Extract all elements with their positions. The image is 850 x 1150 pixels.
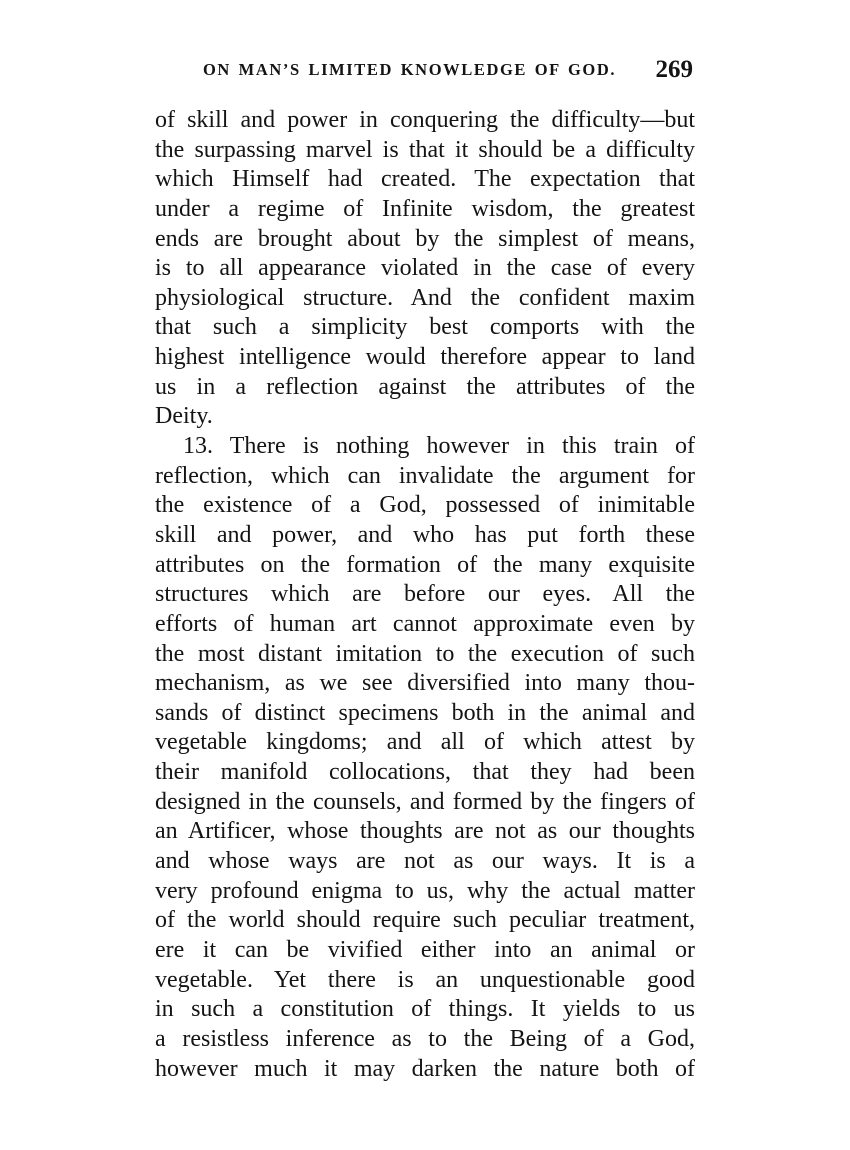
text-line: structures which are before our eyes. All the (155, 581, 695, 608)
section-start-line: 13. There is nothing however in this train of (183, 433, 695, 460)
text-line: designed in the counsels, and formed by the fingers of (155, 788, 695, 815)
text-line: their manifold collocations, that they had been (155, 759, 695, 786)
text-line: very profound enigma to us, why the actual matter (155, 877, 695, 904)
text-line: the surpassing marvel is that it should be a difficulty (155, 136, 695, 163)
text-line: under a regime of Infinite wisdom, the greatest (155, 195, 695, 222)
page-number: 269 (655, 56, 693, 83)
text-line: highest intelligence would therefore appear to land (155, 344, 695, 371)
body-text (155, 106, 695, 1084)
text-line: that such a simplicity best comports with the (155, 314, 695, 341)
paragraph-end-line: Deity. (155, 403, 213, 430)
text-line: and whose ways are not as our ways. It is a (155, 848, 695, 875)
text-line: vegetable kingdoms; and all of which attest by (155, 729, 695, 756)
text-line: efforts of human art cannot approximate even by (155, 610, 695, 637)
text-line: of the world should require such peculiar treatment, (155, 907, 695, 934)
text-line: ends are brought about by the simplest of means, (155, 225, 695, 252)
text-line: ere it can be vivified either into an animal or (155, 936, 695, 963)
text-line: us in a reflection against the attributes of the (155, 373, 695, 400)
text-line: vegetable. Yet there is an unquestionable good (155, 966, 695, 993)
text-line: reflection, which can invalidate the argument for (155, 462, 695, 489)
text-line: sands of distinct specimens both in the animal and (155, 699, 695, 726)
text-line: in such a constitution of things. It yields to us (155, 996, 695, 1023)
text-line: the existence of a God, possessed of inimitable (155, 492, 695, 519)
text-line: a resistless inference as to the Being of a God, (155, 1025, 695, 1052)
text-line: physiological structure. And the confident maxim (155, 284, 695, 311)
text-line: the most distant imitation to the execution of such (155, 640, 695, 667)
text-line: attributes on the formation of the many exquisite (155, 551, 695, 578)
text-line: of skill and power in conquering the difficulty—but (155, 107, 695, 133)
text-line: an Artificer, whose thoughts are not as our thoughts (155, 818, 695, 845)
text-line: which Himself had created. The expectation that (155, 166, 695, 193)
running-title: ON MAN’S LIMITED KNOWLEDGE OF GOD. (203, 60, 617, 79)
text-line: skill and power, and who has put forth these (155, 521, 695, 548)
running-head (155, 58, 695, 90)
text-line: is to all appearance violated in the case of every (155, 255, 695, 282)
text-line: mechanism, as we see diversified into many thou- (155, 670, 695, 697)
text-line: however much it may darken the nature both of (155, 1055, 695, 1082)
